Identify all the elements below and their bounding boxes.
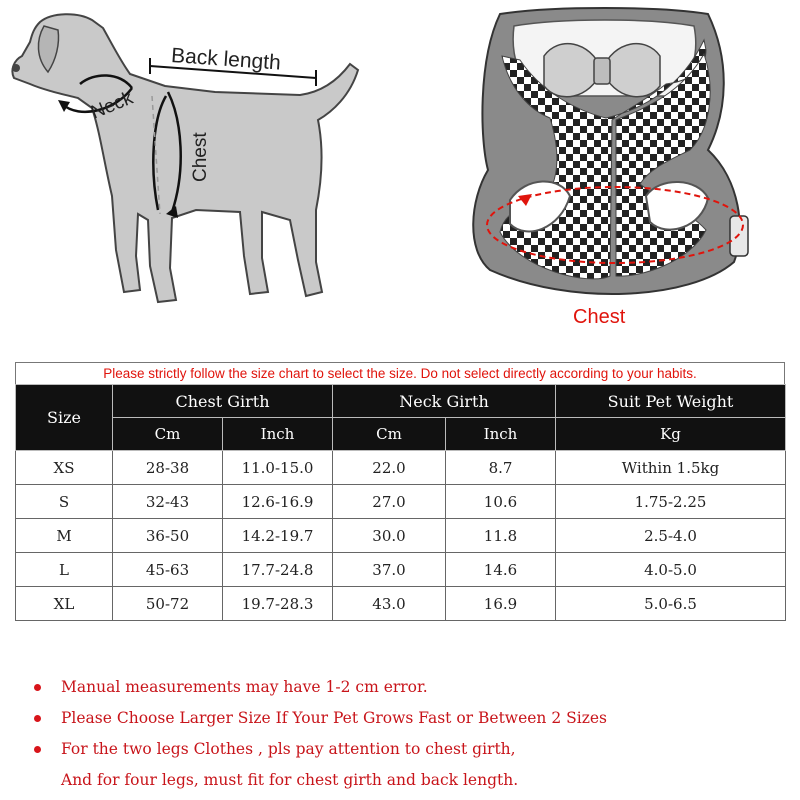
harness-image	[440, 0, 800, 345]
table-row	[16, 519, 786, 553]
bullet-icon	[34, 746, 41, 753]
neck-girth-header: Neck Girth	[333, 385, 556, 418]
table-cell: 22.0	[333, 451, 446, 485]
table-cell: XL	[16, 587, 113, 621]
table-row	[16, 587, 786, 621]
table-cell: 14.6	[446, 553, 556, 587]
size-chart-table	[15, 384, 786, 621]
neck-label: Neck	[88, 87, 137, 124]
note-text: And for four legs, must fit for chest girth and back length.	[61, 771, 519, 789]
harness-illustration	[440, 0, 800, 345]
buckle-shape	[730, 216, 748, 256]
unit-header: Inch	[446, 418, 556, 451]
table-cell: 2.5-4.0	[556, 519, 786, 553]
bullet-icon	[34, 684, 41, 691]
unit-header: Kg	[556, 418, 786, 451]
table-row	[16, 553, 786, 587]
unit-header: Cm	[113, 418, 223, 451]
table-cell: 19.7-28.3	[223, 587, 333, 621]
table-cell: L	[16, 553, 113, 587]
bullet-icon	[34, 715, 41, 722]
table-cell: Within 1.5kg	[556, 451, 786, 485]
table-cell: 11.8	[446, 519, 556, 553]
table-cell: XS	[16, 451, 113, 485]
table-cell: 27.0	[333, 485, 446, 519]
pet-weight-header: Suit Pet Weight	[556, 385, 786, 418]
size-header: Size	[16, 385, 113, 451]
chest-girth-header: Chest Girth	[113, 385, 333, 418]
table-row	[16, 485, 786, 519]
note-text: Manual measurements may have 1-2 cm error.	[61, 678, 428, 696]
table-cell: 5.0-6.5	[556, 587, 786, 621]
note-item	[28, 674, 788, 705]
table-cell: 16.9	[446, 587, 556, 621]
chest-label: Chest	[190, 132, 211, 182]
table-cell: 30.0	[333, 519, 446, 553]
table-cell: 32-43	[113, 485, 223, 519]
table-cell: 28-38	[113, 451, 223, 485]
table-cell: 45-63	[113, 553, 223, 587]
table-cell: 11.0-15.0	[223, 451, 333, 485]
back-length-label: Back length	[170, 44, 282, 75]
unit-header: Cm	[333, 418, 446, 451]
table-cell: 10.6	[446, 485, 556, 519]
size-notice: Please strictly follow the size chart to select the size. Do not select directly according to your habits.	[15, 362, 785, 384]
unit-header: Inch	[223, 418, 333, 451]
table-cell: 1.75-2.25	[556, 485, 786, 519]
dog-nose-shape	[12, 64, 20, 72]
table-cell: 36-50	[113, 519, 223, 553]
notes-list	[28, 674, 788, 797]
table-cell: 8.7	[446, 451, 556, 485]
table-cell: 37.0	[333, 553, 446, 587]
table-cell: 43.0	[333, 587, 446, 621]
note-item	[28, 705, 788, 736]
harness-chest-label: Chest	[573, 306, 626, 328]
table-cell: 12.6-16.9	[223, 485, 333, 519]
note-text: Please Choose Larger Size If Your Pet Grows Fast or Between 2 Sizes	[61, 709, 607, 727]
dog-measurement-illustration	[0, 0, 400, 345]
table-cell: M	[16, 519, 113, 553]
note-item	[28, 767, 788, 797]
note-item	[28, 736, 788, 767]
table-row	[16, 451, 786, 485]
table-cell: S	[16, 485, 113, 519]
table-cell: 4.0-5.0	[556, 553, 786, 587]
table-cell: 17.7-24.8	[223, 553, 333, 587]
table-cell: 14.2-19.7	[223, 519, 333, 553]
table-cell: 50-72	[113, 587, 223, 621]
note-text: For the two legs Clothes , pls pay attention to chest girth,	[61, 740, 516, 758]
